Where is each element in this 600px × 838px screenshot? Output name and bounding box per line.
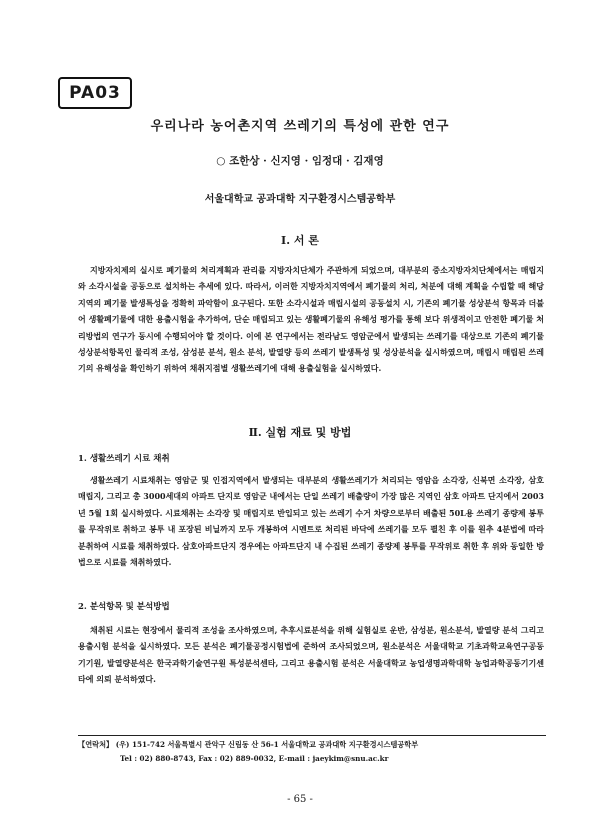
section-heading-intro: Ⅰ. 서 론 [281,234,319,247]
page-number: - 65 - [287,794,313,805]
paper-title: 우리나라 농어촌지역 쓰레기의 특성에 관한 연구 [150,119,450,134]
contact-info [78,738,546,766]
paper-code-box: PA03 [58,77,132,109]
affiliation: 서울대학교 공과대학 지구환경시스템공학부 [204,194,396,205]
footer-divider [78,735,546,736]
subsection-heading-sampling: 1. 생활쓰레기 시료 채취 [78,454,170,464]
sampling-paragraph: 생활쓰레기 시료채취는 영암군 및 인접지역에서 발생되는 대부분의 생활쓰레기가 처리되는 영암읍 소각장, 신북면 소각장, 삼호 매립지, 그리고 총 3000세대의 아파트 단지로 영암군 내에서는 단일 쓰레기 배출량이 가장 많은 지역인 삼호 아파트 단지에서 2003년 5월 1회 실시하였다. 시료채취는 소각장 및 매립지로 반입되고 있는 쓰레기 수거 차량으로부터 배출된 50L용 쓰레기 종량제 봉투를 무작위로 취하고 봉투 내 포장된 비닐까지 모두 개봉하여 시멘트로 처리된 바닥에 쓰레기를 모두 펼친 후 이를 원추 4분법에 따라 분취하여 시료를 채취하였다. 삼호아파트단지 경우에는 아파트단지 내 수집된 쓰레기 종량제 봉투를 무작위로 취한 후 위와 동일한 방법으로 시료를 채취하였다. [78,475,544,568]
subsection-heading-analysis: 2. 분석항목 및 분석방법 [78,602,170,612]
intro-paragraph: 지방자치제의 실시로 폐기물의 처리계획과 관리를 지방자치단체가 주관하게 되었으며, 대부분의 중소지방자치단체에서는 매립지와 소각시설을 공동으로 설치하는 추세에 있다. 따라서, 이러한 지방자치지역에서 폐기물의 처리, 처분에 대해 계획을 수립할 때 해당지역의 폐기물 발생특성을 정확히 파악함이 요구된다. 또한 소각시설과 매립시설의 공동설치 시, 기존의 폐기물 성상분석 항목과 더불어 생활폐기물에 대한 용출시험을 추가하여, 단순 매립되고 있는 생활폐기물의 유해성 평가를 통해 보다 위생적이고 안전한 폐기물 처리방법의 연구가 동시에 수행되어야 할 것이다. 이에 본 연구에서는 전라남도 영암군에서 발생되는 쓰레기를 대상으로 기존의 폐기물 성상분석항목인 물리적 조성, 삼성분 분석, 원소 분석, 발열량 등의 쓰레기 발생특성 및 성상분석을 실시하였으며, 매립시 매립된 쓰레기의 유해성을 확인하기 위하여 채취지점별 생활쓰레기에 대해 용출실험을 실시하였다. [78,265,544,374]
analysis-paragraph: 채취된 시료는 현장에서 물리적 조성을 조사하였으며, 추후시료분석을 위해 실험실로 운반, 삼성분, 원소분석, 발열량 분석 그리고 용출시험 분석을 실시하였다. 모든 분석은 폐기물공정시험법에 준하여 조사되었으며, 원소분석은 서울대학교 기초과학교육연구공동기기원, 발열량분석은 한국과학기술연구원 특성분석센타, 그리고 용출시험 분석은 서울대학교 농업생명과학대학 농업과학공동기기센타에 의뢰 분석하였다. [78,625,544,685]
contact-phone-email: Tel : 02) 880-8743, Fax : 02) 889-0032, E-mail : jaeykim@snu.ac.kr [120,754,389,763]
author-list: ○ 조한상 · 신지영 · 임정대 · 김재영 [216,155,384,167]
section-heading-methods: Ⅱ. 실험 재료 및 방법 [248,426,352,439]
contact-address: 【연락처】 (우) 151-742 서울특별시 관악구 신림동 산 56-1 서울대학교 공과대학 지구환경시스템공학부 [78,740,419,749]
